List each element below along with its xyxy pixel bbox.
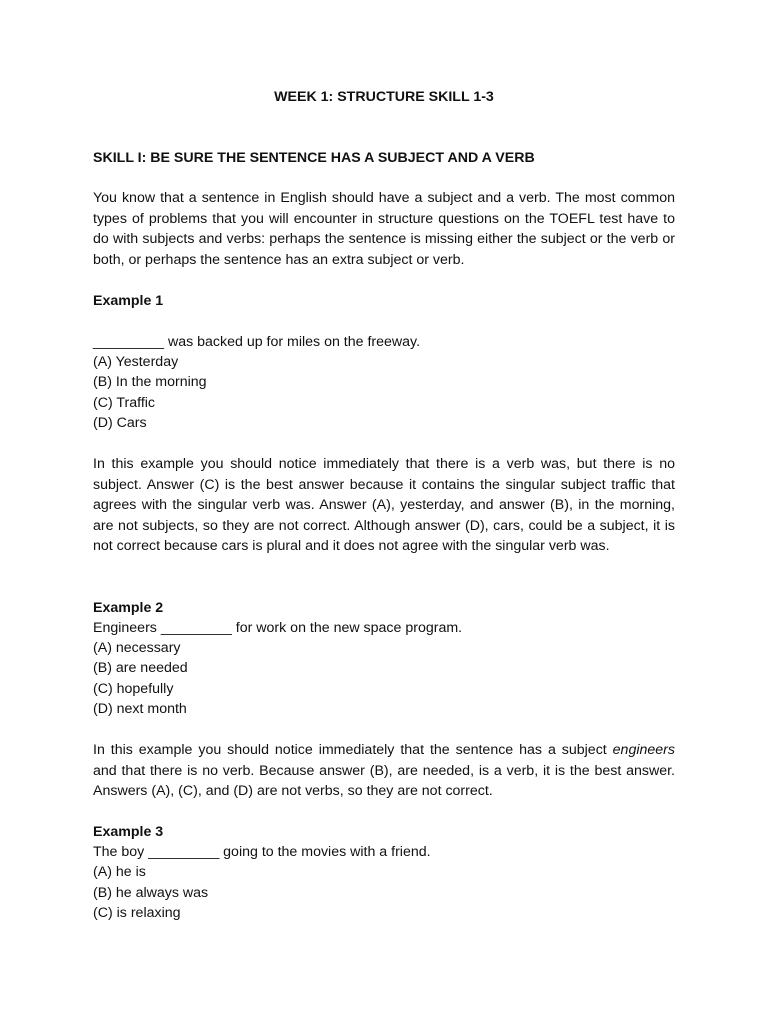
example-2-explanation-italic: engineers	[612, 742, 675, 758]
example-2-explanation	[93, 740, 675, 802]
example-1-question: _________ was backed up for miles on the freeway.	[93, 334, 421, 350]
example-2-explanation-part2: and that there is no verb. Because answer (B), are needed, is a verb, it is the best answer. Answers (A), (C), and (D) are not verbs, so they are not correct.	[93, 762, 675, 799]
example-3-option-b: (B) he always was	[93, 885, 209, 901]
example-2-option-b: (B) are needed	[93, 660, 188, 676]
page-title: WEEK 1: STRUCTURE SKILL 1-3	[274, 89, 494, 105]
skill-heading: SKILL I: BE SURE THE SENTENCE HAS A SUBJECT AND A VERB	[93, 150, 535, 166]
example-2-option-a: (A) necessary	[93, 640, 181, 656]
example-2-option-d: (D) next month	[93, 701, 187, 717]
example-1-option-d: (D) Cars	[93, 415, 147, 431]
example-1-option-c: (C) Traffic	[93, 395, 156, 411]
example-3-label: Example 3	[93, 824, 164, 840]
example-1-option-a: (A) Yesterday	[93, 354, 179, 370]
example-1-explanation: In this example you should notice immediately that there is a verb was, but there is no subject. Answer (C) is the best answer because it contains the singular subject traffic that agrees with the singular verb was. Answer (A), yesterday, and answer (B), in the morning, are not subjects, so they are not correct. Although answer (D), cars, could be a subject, it is not correct because cars is plural and it does not agree with the singular verb was.	[93, 456, 675, 554]
example-3-question: The boy _________ going to the movies with a friend.	[93, 844, 431, 860]
example-2-label: Example 2	[93, 600, 164, 616]
example-2-option-c: (C) hopefully	[93, 681, 174, 697]
example-3-option-c: (C) is relaxing	[93, 905, 181, 921]
example-2-explanation-part1: In this example you should notice immediately that the sentence has a subject	[93, 742, 613, 758]
example-3-option-a: (A) he is	[93, 864, 146, 880]
example-1-option-b: (B) In the morning	[93, 374, 207, 390]
example-1-label: Example 1	[93, 293, 164, 309]
intro-paragraph: You know that a sentence in English should have a subject and a verb. The most common types of problems that you will encounter in structure questions on the TOEFL test have to do with subjects and verbs: perhaps the sentence is missing either the subject or the verb or both, or perhaps the sentence has an extra subject or verb.	[93, 190, 675, 268]
example-2-question: Engineers _________ for work on the new space program.	[93, 620, 463, 636]
